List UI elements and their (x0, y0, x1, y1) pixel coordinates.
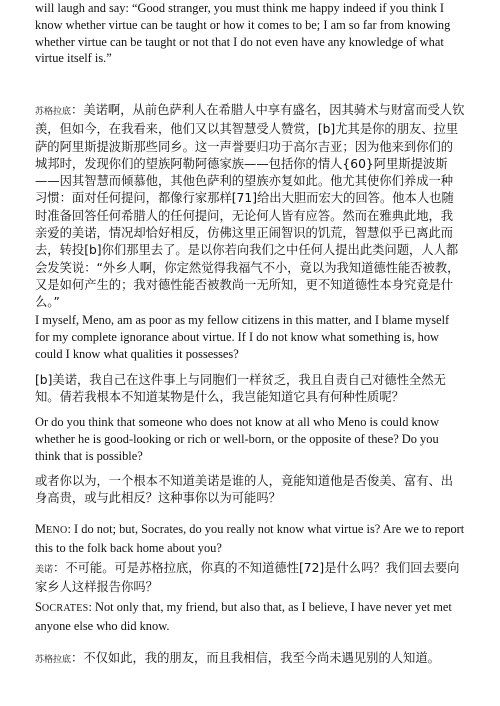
speaker-initial: M (35, 522, 47, 536)
paragraph-text: I myself, Meno, am as poor as my fellow citizens in this matter, and I blame myself for my complete ignorance about virtue. If I do not know what something is, how could I know what qualities it possesses? (35, 313, 450, 361)
paragraph-text: ：不仅如此，我的朋友，而且我相信，我至今尚未遇见别的人知道。 (71, 651, 440, 665)
speaker-rest: OCRATES (41, 603, 89, 614)
chinese-paragraph-socrates (35, 650, 440, 669)
speaker-name (35, 522, 67, 536)
speaker-name: 美诺 (35, 565, 54, 575)
chinese-paragraph-1 (35, 102, 465, 312)
chinese-paragraph-3 (35, 473, 465, 508)
speaker-initial: S (35, 600, 42, 614)
paragraph-text: : I do not; but, Socrates, do you really not know what virtue is? Are we to report this to the folk back home about you? (35, 522, 465, 555)
paragraph-text: ：不可能。可是苏格拉底，你真的不知道德性[72]是什么吗？我们回去要向家乡人这样报告你吗？ (35, 561, 460, 595)
paragraph-text: : Not only that, my friend, but also that, as I believe, I have never yet met anyone else who did know. (35, 600, 452, 633)
speaker-rest: ENO (46, 525, 68, 536)
speaker-name: 苏格拉底 (35, 107, 72, 117)
chinese-paragraph-2 (35, 372, 465, 407)
paragraph-text: [b]美诺，我自己在这件事上与同胞们一样贫乏，我且自责自己对德性全然无知。倩若我根本不知道某物是什么，我岂能知道它具有何种性质呢？ (35, 373, 446, 405)
paragraph-text: ：美诺啊，从前色萨利人在希腊人中享有盛名，因其骑术与财富而受人钦羡，但如今，在我看来，他们又以其智慧受人赞赏，[b]尤其是你的朋友、拉里萨的阿里斯提波斯那些同乡。这一声誉要归功于高尔吉亚；因为他来到你们的城邦时，发现你们的望族阿勒阿德家族——包括你的情人{60}阿里斯提波斯——因其智慧而倾慕他，其他色萨利的望族亦复如此。他尤其使你们养成一种习惯：面对任何提问，都像行家那样[71]给出大胆而宏大的回答。他本人也随时准备回答任何希腊人的任何提问，无论何人皆有应答。然而在雅典此地，我亲爱的美诺，情况却恰好相反，仿佛这里正闹智识的饥荒，智慧似乎已离此而去，转投[b]你们那里去了。是以你若向我们之中任何人提出此类问题，人人都会发笑说：“外乡人啊，你定然觉得我福气不小，竟以为我知道德性能否被教，又是如何产生的；我对德性能否被教尚一无所知，更不知道德性本身究竟是什么。” (35, 103, 465, 310)
speaker-name: 苏格拉底 (35, 655, 72, 665)
speaker-name (35, 600, 88, 614)
paragraph-text: 或者你以为，一个根本不知道美诺是谁的人，竟能知道他是否俊美、富有、出身高贵，或与此相反？这种事你以为可能吗？ (35, 474, 454, 506)
chinese-paragraph-meno (35, 560, 465, 597)
paragraph-text: will laugh and say: “Good stranger, you must think me happy indeed if you think I know whether virtue can be taught or how it comes to be; I am so far from knowing whether virtue can be taught or not that I do not even have any knowledge of what virtue itself is.” (35, 1, 451, 66)
paragraph-text: Or do you think that someone who does not know at all who Meno is could know whether he is good-looking or rich or well-born, or the opposite of these? Do you think that is possible? (35, 415, 440, 463)
english-paragraph-meno (35, 521, 465, 557)
english-paragraph-2 (35, 312, 465, 362)
english-paragraph-3 (35, 414, 465, 464)
english-paragraph-socrates (35, 599, 465, 635)
english-paragraph-1 (35, 0, 465, 67)
